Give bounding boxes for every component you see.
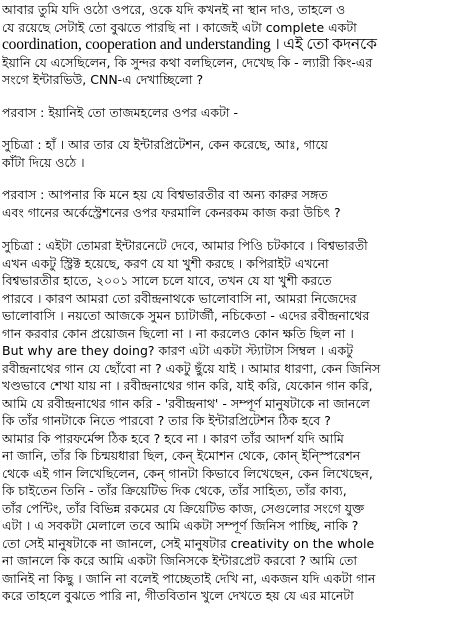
text-line: খণ্ডভাবে শেখা যায় না । রবীন্দ্রনাথের গান করি, যাই করি, যেকোন গান করি, <box>2 378 373 393</box>
text-line: কাঁটা দিয়ে ওঠে । <box>2 154 85 170</box>
suchitra-answer-2 <box>2 237 454 605</box>
text-line: থেকে এই গান লিখেছিলেন, কেন্ গানটা কিভাবে লিখেছেন, কেন লিখেছেন, <box>2 465 373 481</box>
text-line: তাঁর পেন্টিং, তাঁর বিভিন্ন রকমের যে ক্রিয়েটিভ কাজ, সেগুলোর সংগে যুক্ত <box>2 500 365 516</box>
text-line: এখন একটু স্ট্রিক্ট হয়েছে, করণ যে যা খুশী করছে । কপিরাইট এখনো <box>2 255 329 271</box>
text-line: রবীন্দ্রনাথের গান যে ছোঁবো না ? একটু ছুঁয়ে যাই । আমার ধারণা, কেন জিনিস <box>2 360 381 376</box>
text-line: সুচিত্রা : এইটা তোমরা ইন্টারনেটে দেবে, আমার পিওি চটকাবে । বিশ্বভারতী <box>2 238 368 253</box>
text-line: বিশ্বভারতীর হাতে, ২০০১ সালে চলে যাবে, তখন যে যা খুশী করতে <box>2 273 332 288</box>
text-line: আমি যে রবীন্দ্রনাথের গান করি - 'রবীন্দ্রনাথ' - সম্পূর্ণ মানুষটাকে না জানলে <box>2 395 370 411</box>
text-line: এবং গানের অর্কেস্ট্রেশনের ওপর ফরমালি কেনরকম কাজ করা উচিৎ ? <box>2 204 341 220</box>
text-line: পারবে । কারণ আমরা তো রবীন্দ্রনাথকে ভালোবাসি না, আমরা নিজেদের <box>2 290 357 306</box>
text-line: সংগে ইন্টারভিউ, CNN-এ দেখাচ্ছিলো ? <box>2 72 204 87</box>
text-line: পরবাস : ইয়ানিই তো তাজমহলের ওপর একটা - <box>2 105 238 120</box>
text-line: তো সেই মানুষটাকে না জানলে, সেই মানুষটার creativity on the whole <box>2 535 375 551</box>
text-line: গান করবার কোন প্রয়োজন ছিলো না । না করলেও কোন ক্ষতি ছিল না । <box>2 325 354 341</box>
text-line: এটা । এ সবকটা মেলালে তবে আমি একটা সম্পূর্ণ জিনিস পাচ্ছি, নাকি ? <box>2 518 359 533</box>
interview-transcript-page <box>2 0 454 620</box>
text-line: না জানি, তাঁর কি চিন্ময়ধারা ছিল, কেন্ ইমোশন থেকে, কোন্ ইন্স্পিরেশন <box>2 448 361 463</box>
text-line: না জানলে কি করে আমি একটা জিনিসকে ইন্টারপ্রেট করবো ? আমি তো <box>2 553 358 568</box>
parabaas-question-1 <box>2 104 454 122</box>
text-line: coordination, cooperation and understanding । এই তো কদনকে <box>2 36 377 53</box>
text-line: কি চাইতেন তিনি - তাঁর ক্রিয়েটিভ দিক থেকে, তাঁর সাহিত্য, তাঁর কাব্য, <box>2 483 347 498</box>
text-line: করে তাহলে বুঝতে পারি না, গীতবিতান খুলে দেখতে হয় যে এর মানেটা <box>2 588 354 603</box>
text-line: কি তাঁর গানটাকে নিতে পারবো ? তার কি ইন্টারপ্রিটেশন ঠিক হবে ? <box>2 413 331 428</box>
text-line: আমার কি পারফর্মেন্স ঠিক হবে ? হবে না । কারণ তাঁর আদর্শ যদি আমি <box>2 430 344 446</box>
text-line: যে রয়েছে সেটাই তো বুঝতে পারছি না । কাজেই এটা complete একটা <box>2 19 357 35</box>
text-line: আবার তুমি যদি ওঠো ওপরে, ওকে যদি কখনই না স্থান দাও, তাহলে ও <box>2 2 346 17</box>
text-line: সুচিত্রা : হাঁ । আর তার যে ইন্টারপ্রিটেশন, কেন করেছে, আঃ, গায়ে <box>2 137 328 152</box>
text-line: But why are they doing? কারণ এটা একটা স্ট্যাটাস সিম্বল । একটু <box>2 343 354 358</box>
transcript-paragraph-1 <box>2 1 454 89</box>
text-line: পরবাস : আপনার কি মনে হয় যে বিশ্বভারতীর বা অন্য কারুর সঙ্গত <box>2 187 328 202</box>
text-line: ভালোবাসি । নয়তো আজকে সুমন চ্যাটার্জী, নচিকেতা - এদের রবীন্দ্রনাথের <box>2 308 370 323</box>
text-line: জানিই না কিছু । জানি না বলেই পাচ্ছেতাই দেখি না, একজন যদি একটা গান <box>2 570 376 586</box>
suchitra-answer-1 <box>2 136 454 171</box>
text-line: ইয়ানি যে এসেছিলেন, কি সুন্দর কথা বলছিলেন, দেখেছ কি - ল্যারী কিং-এর <box>2 54 373 70</box>
parabaas-question-2 <box>2 186 454 221</box>
